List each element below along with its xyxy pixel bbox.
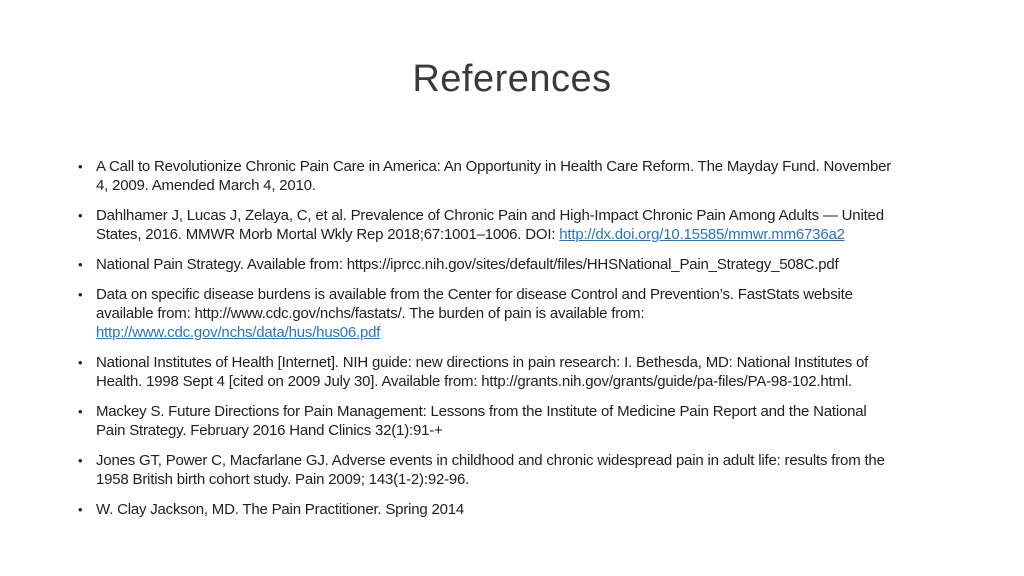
reference-text: Dahlhamer J, Lucas J, Zelaya, C, et al. Prevalence of Chronic Pain and High-Impact Chronic Pain Among Adults — United — [96, 207, 884, 224]
reference-text: available from: http://www.cdc.gov/nchs/fastats/. The burden of pain is available from: — [96, 305, 645, 322]
reference-line — [96, 402, 867, 421]
reference-link[interactable]: http://dx.doi.org/10.15585/mmwr.mm6736a2 — [559, 226, 845, 243]
reference-text: W. Clay Jackson, MD. The Pain Practitioner. Spring 2014 — [96, 501, 465, 518]
reference-text-block — [96, 157, 891, 195]
reference-line — [96, 176, 891, 195]
reference-text: Health. 1998 Sept 4 [cited on 2009 July 30]. Available from: http://grants.nih.gov/grants/guide/pa-files/PA-98-102.html. — [96, 373, 852, 390]
reference-item — [78, 206, 974, 244]
reference-line — [96, 304, 853, 323]
reference-text-block — [96, 285, 853, 342]
reference-text: National Pain Strategy. Available from: https://iprcc.nih.gov/sites/default/files/HHSNational_Pain_Strategy_508C.pdf — [96, 256, 839, 273]
reference-text: National Institutes of Health [Internet]. NIH guide: new directions in pain research: I. Bethesda, MD: National Institutes of — [96, 354, 869, 371]
reference-line — [96, 255, 839, 274]
bullet-icon: • — [78, 257, 83, 272]
reference-text-block — [96, 402, 867, 440]
bullet-icon: • — [78, 404, 83, 419]
reference-line — [96, 421, 867, 440]
reference-text-block — [96, 451, 885, 489]
reference-line — [96, 285, 853, 304]
reference-item — [78, 255, 974, 274]
reference-text: 1958 British birth cohort study. Pain 2009; 143(1-2):92-96. — [96, 471, 470, 488]
reference-line — [96, 323, 853, 342]
reference-item — [78, 500, 974, 519]
bullet-icon: • — [78, 287, 83, 302]
reference-item — [78, 402, 974, 440]
reference-text: States, 2016. MMWR Morb Mortal Wkly Rep 2018;67:1001–1006. DOI: — [96, 226, 560, 243]
reference-text: A Call to Revolutionize Chronic Pain Care in America: An Opportunity in Health Care Reform. The Mayday Fund. November — [96, 158, 892, 175]
reference-text: Pain Strategy. February 2016 Hand Clinics 32(1):91-+ — [96, 422, 443, 439]
reference-text-block — [96, 206, 884, 244]
reference-text-block — [96, 255, 839, 274]
reference-line — [96, 372, 868, 391]
bullet-icon: • — [78, 159, 83, 174]
reference-item — [78, 451, 974, 489]
reference-text: Mackey S. Future Directions for Pain Management: Lessons from the Institute of Medicine Pain Report and the National — [96, 403, 867, 420]
reference-text: Data on specific disease burdens is available from the Center for disease Control and Prevention’s. FastStats website — [96, 286, 853, 303]
reference-item — [78, 157, 974, 195]
reference-line — [96, 451, 885, 470]
reference-link[interactable]: http://www.cdc.gov/nchs/data/hus/hus06.pdf — [96, 324, 381, 341]
bullet-icon: • — [78, 502, 83, 517]
bullet-icon: • — [78, 355, 83, 370]
reference-text-block — [96, 353, 868, 391]
reference-line — [96, 225, 884, 244]
reference-line — [96, 353, 868, 372]
reference-line — [96, 500, 464, 519]
bullet-icon: • — [78, 208, 83, 223]
references-list — [78, 157, 974, 530]
reference-line — [96, 470, 885, 489]
reference-text: 4, 2009. Amended March 4, 2010. — [96, 177, 316, 194]
reference-item — [78, 285, 974, 342]
reference-text-block — [96, 500, 464, 519]
slide-title: References — [412, 58, 612, 100]
reference-line — [96, 206, 884, 225]
bullet-icon: • — [78, 453, 83, 468]
reference-line — [96, 157, 891, 176]
reference-item — [78, 353, 974, 391]
reference-text: Jones GT, Power C, Macfarlane GJ. Adverse events in childhood and chronic widespread pain in adult life: results from the — [96, 452, 885, 469]
